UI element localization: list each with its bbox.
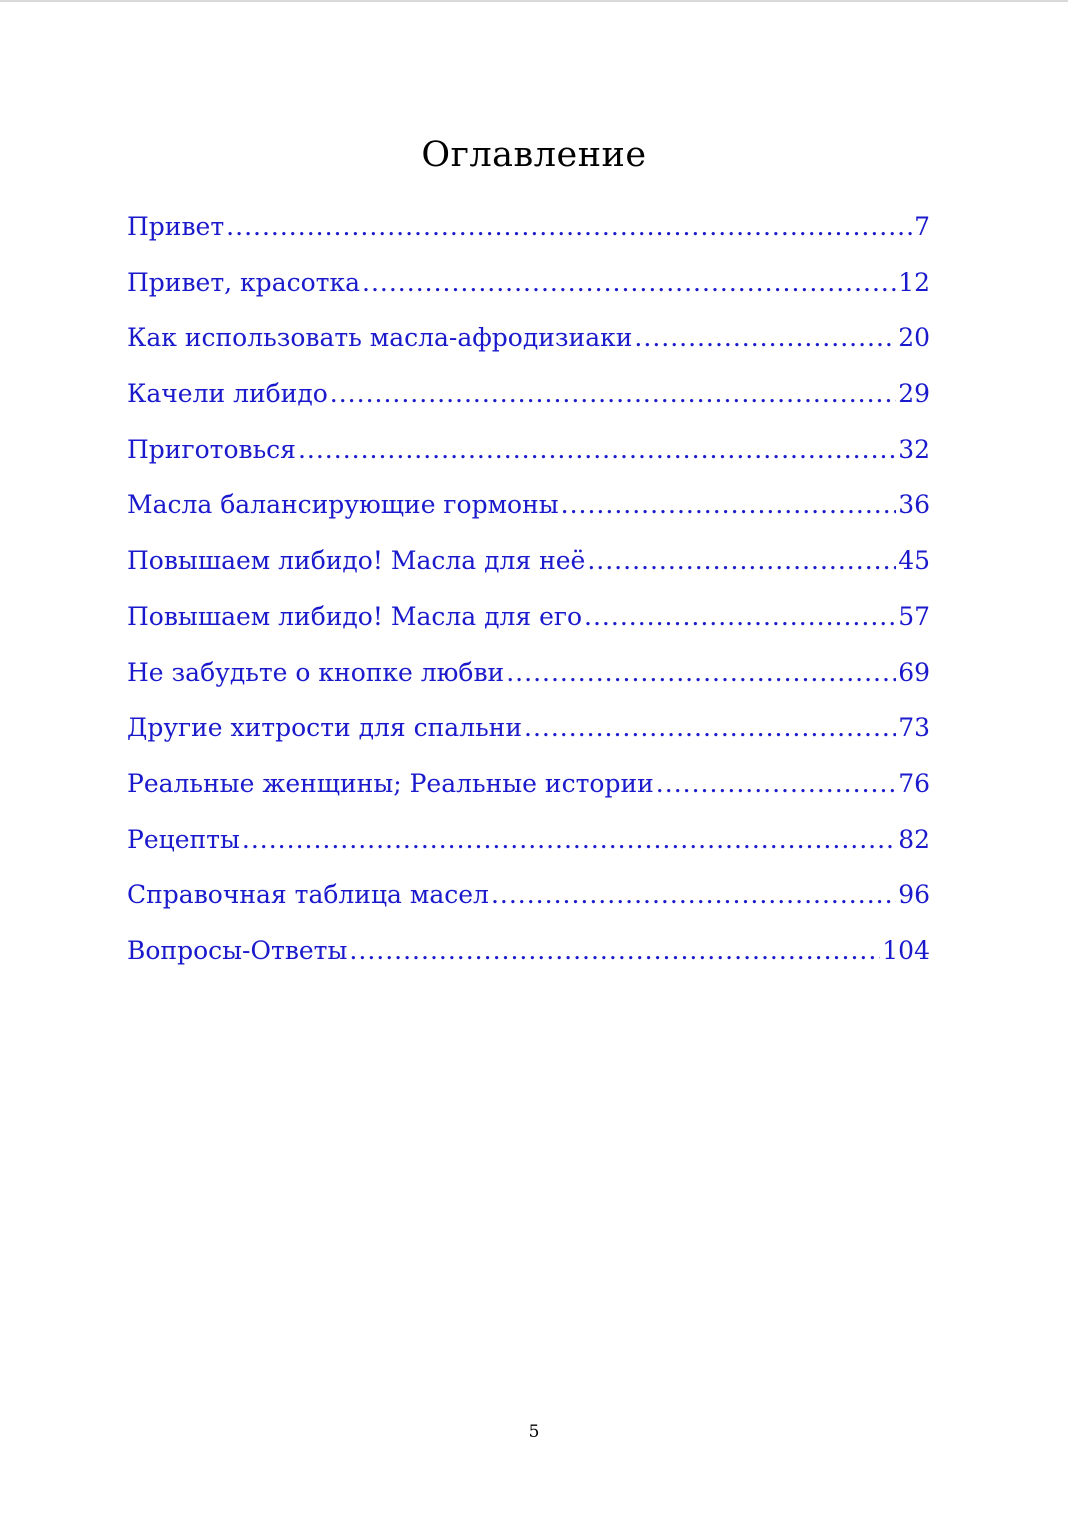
toc-entry[interactable] [127, 323, 930, 379]
toc-leader-dots [561, 490, 897, 519]
toc-entry[interactable] [127, 379, 930, 435]
toc-entry[interactable] [127, 268, 930, 324]
toc-leader-dots [587, 546, 896, 575]
toc-entry-page[interactable]: 36 [898, 490, 930, 520]
toc-entry-label[interactable]: Вопросы-Ответы [127, 935, 348, 965]
toc-entry[interactable] [127, 490, 930, 546]
toc-entry-label[interactable]: Не забудьте о кнопке любви [127, 657, 505, 687]
toc-entry-label[interactable]: Масла балансирующие гормоны [127, 490, 559, 520]
toc-leader-dots [491, 880, 896, 909]
toc-entry-page[interactable]: 82 [898, 824, 930, 854]
toc-leader-dots [349, 936, 880, 965]
toc-entry[interactable] [127, 658, 930, 714]
toc-leader-dots [298, 435, 896, 464]
toc-leader-dots [226, 212, 912, 241]
toc-entry-label[interactable]: Рецепты [127, 824, 240, 854]
toc-entry-label[interactable]: Повышаем либидо! Масла для его [127, 601, 583, 631]
toc-entry-page[interactable]: 29 [898, 379, 930, 409]
toc-leader-dots [634, 323, 896, 352]
toc-entry-page[interactable]: 73 [898, 713, 930, 743]
table-of-contents [127, 212, 930, 992]
toc-entry-label[interactable]: Привет, красотка [127, 267, 361, 297]
toc-leader-dots [330, 379, 896, 408]
toc-entry-label[interactable]: Привет [127, 212, 225, 241]
toc-entry-page[interactable]: 12 [898, 267, 930, 297]
toc-entry[interactable] [127, 936, 930, 992]
toc-entry[interactable] [127, 435, 930, 491]
toc-entry-page[interactable]: 32 [898, 434, 930, 464]
toc-entry-label[interactable]: Справочная таблица масел [127, 880, 489, 910]
toc-entry-label[interactable]: Другие хитрости для спальни [127, 713, 523, 743]
toc-leader-dots [524, 713, 896, 742]
toc-entry-page[interactable]: 7 [914, 212, 930, 241]
toc-leader-dots [506, 658, 896, 687]
toc-leader-dots [656, 769, 896, 798]
toc-entry-page[interactable]: 69 [898, 657, 930, 687]
toc-leader-dots [362, 268, 896, 297]
toc-leader-dots [242, 825, 896, 854]
toc-entry-page[interactable]: 57 [898, 601, 930, 631]
toc-entry[interactable] [127, 769, 930, 825]
toc-entry-page[interactable]: 20 [898, 323, 930, 353]
toc-entry-page[interactable]: 104 [882, 935, 930, 965]
toc-entry-page[interactable]: 96 [898, 880, 930, 910]
toc-entry-label[interactable]: Повышаем либидо! Масла для неё [127, 546, 586, 576]
toc-entry-label[interactable]: Приготовься [127, 434, 296, 464]
toc-entry[interactable] [127, 546, 930, 602]
toc-entry[interactable] [127, 602, 930, 658]
toc-entry-page[interactable]: 45 [898, 546, 930, 576]
toc-entry[interactable] [127, 212, 930, 268]
toc-entry-page[interactable]: 76 [898, 768, 930, 798]
toc-entry[interactable] [127, 880, 930, 936]
toc-entry[interactable] [127, 713, 930, 769]
toc-entry-label[interactable]: Реальные женщины; Реальные истории [127, 768, 654, 798]
toc-leader-dots [584, 602, 896, 631]
toc-entry[interactable] [127, 825, 930, 881]
toc-entry-label[interactable]: Как использовать масла-афродизиаки [127, 323, 633, 353]
page-number: 5 [528, 1422, 540, 1442]
page-title: Оглавление [421, 135, 647, 175]
toc-entry-label[interactable]: Качели либидо [127, 379, 328, 409]
